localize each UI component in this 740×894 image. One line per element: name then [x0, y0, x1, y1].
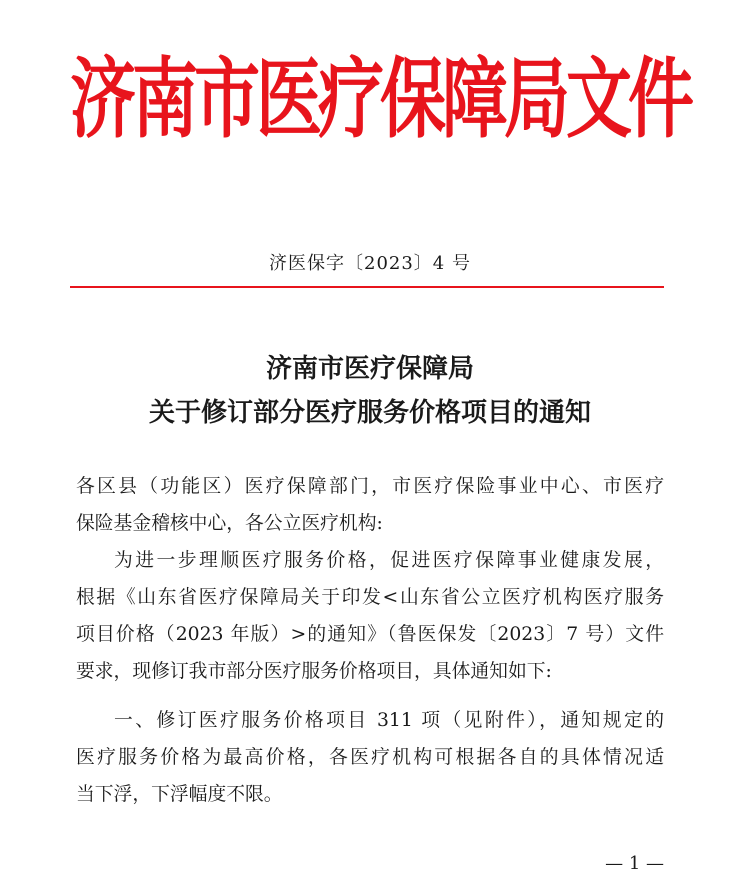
- paragraph-purpose: [76, 542, 664, 690]
- masthead-title: 济南市医疗保障局文件: [70, 48, 690, 151]
- paragraph-line: 一、修订医疗服务价格项目 311 项（见附件），通知规定的: [114, 710, 664, 731]
- notice-title-issuer: 济南市医疗保障局: [265, 354, 474, 384]
- salutation: [76, 468, 664, 542]
- paragraph-line: 根据《山东省医疗保障局关于印发<山东省公立医疗机构医疗服务: [76, 587, 664, 608]
- salutation-line: 保险基金稽核中心，各公立医疗机构:: [76, 513, 383, 534]
- paragraph-line: 项目价格（2023 年版）>的通知》（鲁医保发〔2023〕7 号）文件: [76, 624, 664, 645]
- paragraph-line: 医疗服务价格为最高价格，各医疗机构可根据各自的具体情况适: [76, 747, 664, 768]
- paragraph-line: 要求，现修订我市部分医疗服务价格项目，具体通知如下:: [76, 661, 552, 682]
- notice-title-subject: 关于修订部分医疗服务价格项目的通知: [148, 398, 591, 428]
- red-separator-line: [70, 286, 664, 288]
- paragraph-item-one: [76, 702, 664, 813]
- page-number: — 1 —: [605, 853, 664, 874]
- paragraph-line: 为进一步理顺医疗服务价格，促进医疗保障事业健康发展，: [114, 550, 664, 571]
- salutation-line: 各区县（功能区）医疗保障部门，市医疗保险事业中心、市医疗: [76, 476, 664, 497]
- document-number: 济医保字〔2023〕4 号: [269, 253, 471, 274]
- paragraph-line: 当下浮，下浮幅度不限。: [76, 784, 283, 805]
